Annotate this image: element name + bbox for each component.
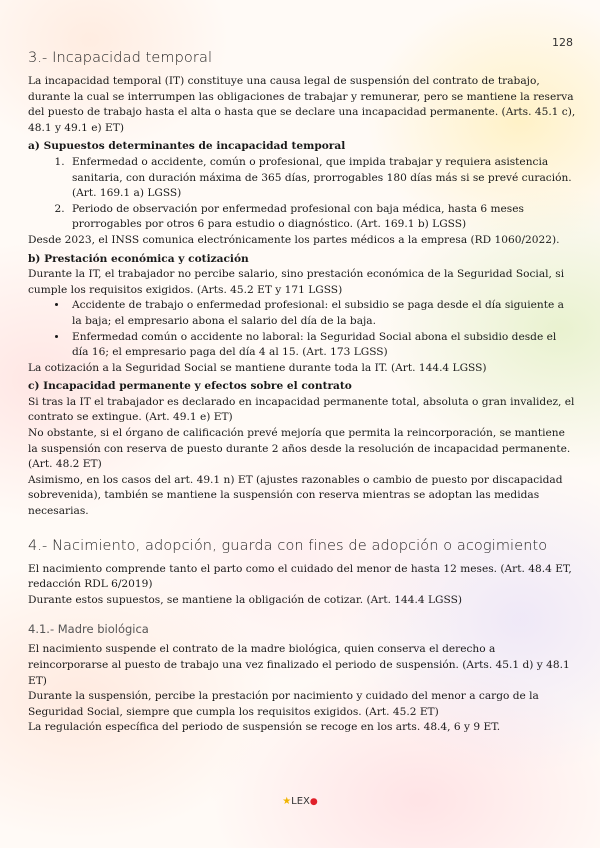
section-4-paragraph: El nacimiento comprende tanto el parto como el cuidado del menor de hasta 12 meses. (Art. 48.4 ET, redacción RDL 6/2019) [28, 562, 572, 591]
subsection-a-heading: a) Supuestos determinantes de incapacidad temporal [28, 140, 346, 153]
list-item: 2. Periodo de observación por enfermedad profesional con baja médica, hasta 6 meses prorrogables por otros 6 para estudio o diagnóstico. (Art. 169.1 b) LGSS) [68, 202, 576, 233]
subsection-c-paragraph: Si tras la IT el trabajador es declarado en incapacidad permanente total, absoluta o gran invalidez, el contrato se extingue. (Art. 49.1 e) ET) [28, 395, 575, 424]
star-icon: ★ [282, 796, 292, 807]
list-item: • Enfermedad común o accidente no laboral: la Seguridad Social abona el subsidio desde el día 16; el empresario paga del día 4 al 15. (Art. 173 LGSS) [68, 330, 576, 361]
footer-logo [0, 796, 600, 807]
subsection-b-heading: b) Prestación económica y cotización [28, 252, 249, 265]
section-4-1-paragraph: Durante la suspensión, percibe la prestación por nacimiento y cuidado del menor a cargo de la Seguridad Social, siempre que cumpla los requisitos exigidos. (Art. 45.2 ET) [28, 690, 539, 718]
subsection-b-list [28, 298, 576, 360]
list-item: 1. Enfermedad o accidente, común o profesional, que impida trabajar y requiera asistencia sanitaria, con duración máxima de 365 días, prorrogables 180 días más si se prevé curación. (Art. 169.1 a) LGSS) [68, 155, 576, 202]
section-4-1-paragraph: El nacimiento suspende el contrato de la madre biológica, quien conserva el derecho a reincorporarse al puesto de trabajo una vez finalizado el periodo de suspensión. (Arts. 45.1 d) y 48.1 ET) [28, 643, 570, 687]
logo-text: LEX [291, 796, 310, 807]
page-number: 128 [552, 36, 573, 49]
section-4-1-title: 4.1.- Madre biológica [28, 622, 149, 637]
subsection-c-heading: c) Incapacidad permanente y efectos sobre el contrato [28, 380, 352, 393]
subsection-c-paragraph: Asimismo, en los casos del art. 49.1 n) ET (ajustes razonables o cambio de puesto por discapacidad sobrevenida), también se mantiene la suspensión con reserva mientras se adoptan las medidas necesarias. [28, 473, 563, 518]
subsection-a-list [28, 155, 576, 233]
section-3-intro: La incapacidad temporal (IT) constituye una causa legal de suspensión del contrato de trabajo, durante la cual se interrumpen las obligaciones de trabajar y remunerar, pero se mantiene la reserva del puesto de trabajo hasta el alta o hasta que se declare una incapacidad permanente. (Arts. 45.1 c), 48.1 y 49.1 e) ET) [28, 75, 576, 134]
subsection-c-paragraph: No obstante, si el órgano de calificación prevé mejoría que permita la reincorporación, se mantiene la suspensión con reserva de puesto durante 2 años desde la resolución de incapacidad permanente. (Art. 48.2 ET) [28, 427, 571, 471]
drop-icon: ● [309, 797, 318, 807]
subsection-b-note: La cotización a la Seguridad Social se mantiene durante toda la IT. (Art. 144.4 LGSS) [28, 361, 487, 374]
section-4-paragraph: Durante estos supuestos, se mantiene la obligación de cotizar. (Art. 144.4 LGSS) [28, 593, 462, 606]
document-body [28, 50, 576, 736]
list-item: • Accidente de trabajo o enfermedad profesional: el subsidio se paga desde el día siguiente a la baja; el empresario abona el salario del día de la baja. [68, 298, 576, 329]
section-4-1-paragraph: La regulación específica del periodo de suspensión se recoge en los arts. 48.4, 6 y 9 ET. [28, 721, 501, 734]
section-3-title: 3.- Incapacidad temporal [28, 50, 213, 66]
subsection-a-note: Desde 2023, el INSS comunica electrónicamente los partes médicos a la empresa (RD 1060/2022). [28, 233, 560, 246]
subsection-b-intro: Durante la IT, el trabajador no percibe salario, sino prestación económica de la Seguridad Social, si cumple los requisitos exigidos. (Arts. 45.2 ET y 171 LGSS) [28, 268, 565, 296]
section-4-title: 4.- Nacimiento, adopción, guarda con fines de adopción o acogimiento [28, 537, 548, 554]
